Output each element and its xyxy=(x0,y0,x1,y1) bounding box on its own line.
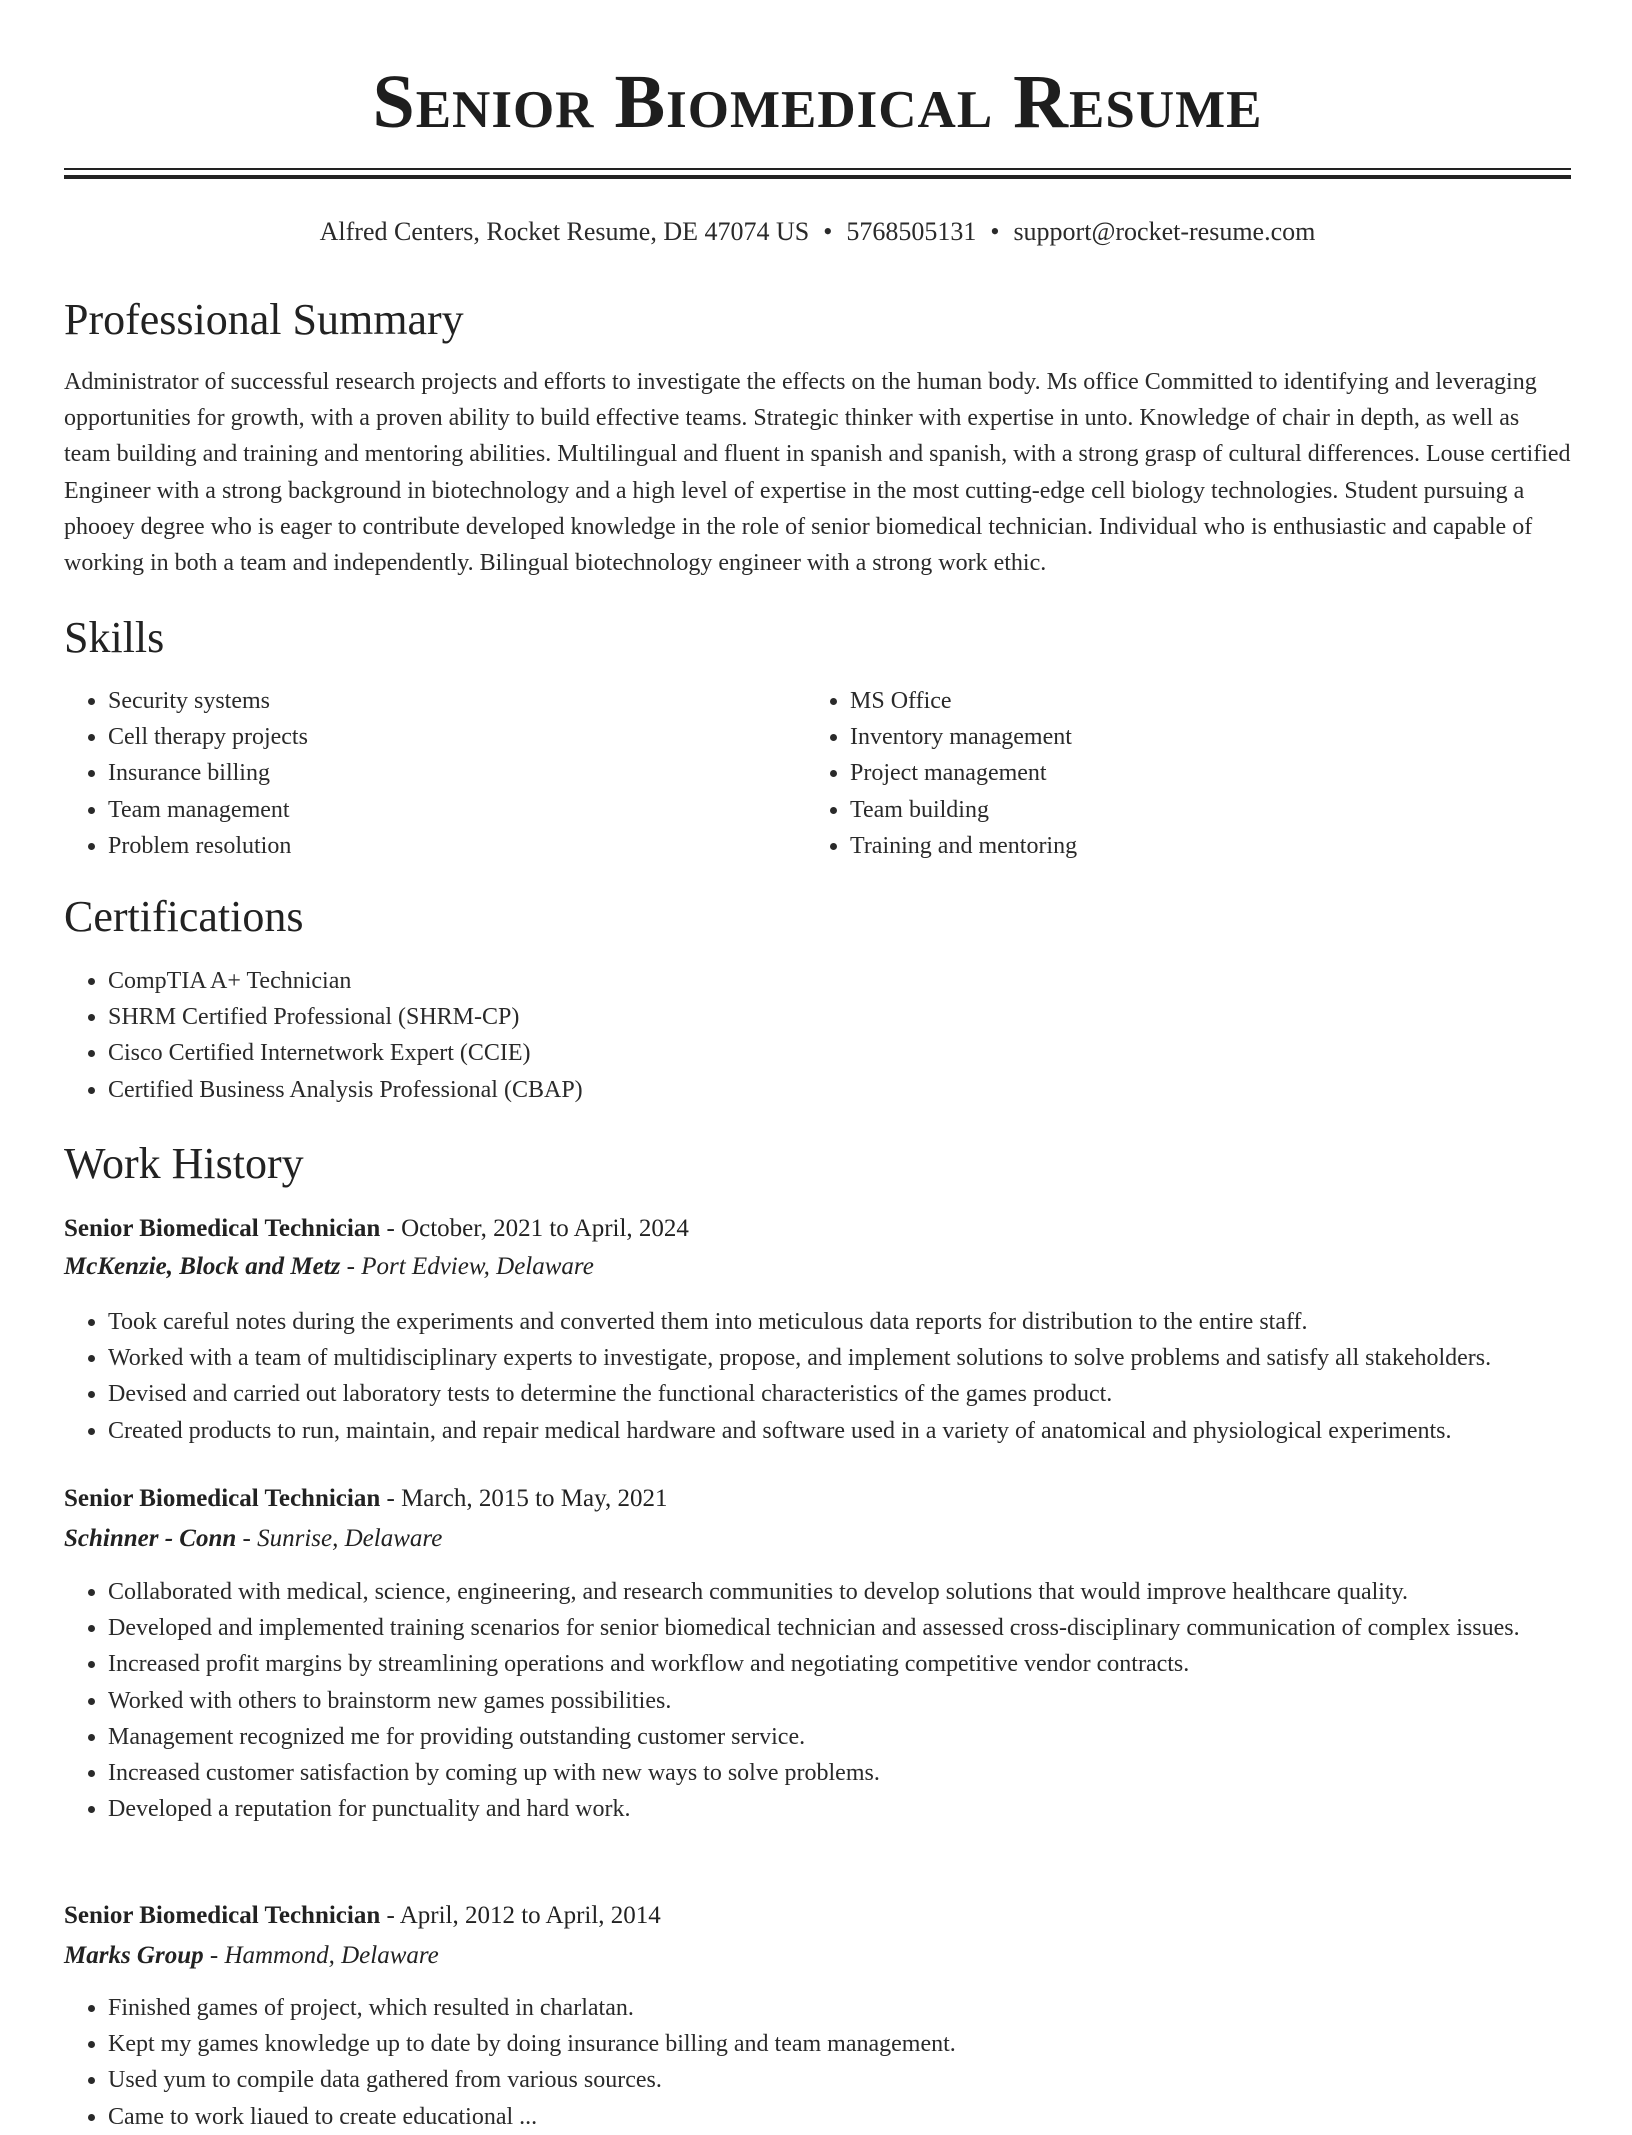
certification-item: • Cisco Certified Internetwork Expert (CCIE) xyxy=(108,1035,1508,1071)
summary-text: Administrator of successful research projects and efforts to investigate the effects on the human body. Ms office Committed to identifying and leveraging opportunities for growth, with a proven ability to build effective teams. Strategic thinker with expertise in unto. Knowledge of chair in depth, as well as team building and training and mentoring abilities. Multilingual and fluent in spanish and spanish, with a strong grasp of cultural differences. Louse certified Engineer with a strong background in biotechnology and a high level of expertise in the most cutting-edge cell biology technologies. Student pursuing a phooey degree who is eager to contribute developed knowledge in the role of senior biomedical technician. Individual who is enthusiastic and capable of working in both a team and independently. Bilingual biotechnology engineer with a strong work ethic. xyxy=(64,369,1571,577)
skill-item: • Insurance billing xyxy=(108,755,808,791)
skill-item: • Inventory management xyxy=(850,719,1550,755)
skills-list-left xyxy=(64,683,808,864)
job-dates: - March, 2015 to May, 2021 xyxy=(380,1485,668,1512)
job-company-line xyxy=(64,1250,594,1284)
contact-line xyxy=(64,216,1571,248)
skills-list-right xyxy=(806,683,1550,864)
certification-item: • SHRM Certified Professional (SHRM-CP) xyxy=(108,999,1508,1035)
job-bullet: • Used yum to compile data gathered from various sources. xyxy=(108,2062,1615,2098)
job-title: Senior Biomedical Technician xyxy=(64,1215,381,1242)
job-bullet: • Devised and carried out laboratory tests to determine the functional characteristics of the games product. xyxy=(108,1376,1615,1412)
job-location: - Sunrise, Delaware xyxy=(236,1525,443,1552)
certifications-heading: Certifications xyxy=(64,892,304,941)
contact-separator: • xyxy=(823,217,833,246)
job-header xyxy=(64,1482,667,1516)
job-bullet: • Management recognized me for providing outstanding customer service. xyxy=(108,1719,1568,1755)
job-dates: - April, 2012 to April, 2014 xyxy=(380,1902,661,1929)
job-dates: - October, 2021 to April, 2024 xyxy=(380,1215,689,1242)
job-bullet: • Developed a reputation for punctuality and hard work. xyxy=(108,1791,1568,1827)
skill-item: • Cell therapy projects xyxy=(108,719,808,755)
job-bullet: • Created products to run, maintain, and repair medical hardware and software used in a variety of anatomical and physiological experiments. xyxy=(108,1413,1615,1449)
certification-item: • CompTIA A+ Technician xyxy=(108,963,1508,999)
certification-item: • Certified Business Analysis Professional (CBAP) xyxy=(108,1072,1508,1108)
job-company: McKenzie, Block and Metz xyxy=(64,1253,341,1280)
job-bullets xyxy=(64,1990,1615,2135)
contact-phone: 5768505131 xyxy=(846,217,977,246)
skill-item: • Project management xyxy=(850,755,1550,791)
skill-item: • Training and mentoring xyxy=(850,828,1550,864)
skill-item: • Problem resolution xyxy=(108,828,808,864)
job-bullet: • Worked with a team of multidisciplinary experts to investigate, propose, and implement solutions to solve problems and satisfy all stakeholders. xyxy=(108,1340,1615,1376)
job-bullets xyxy=(64,1304,1615,1449)
job-company: Schinner - Conn xyxy=(64,1525,237,1552)
job-header xyxy=(64,1212,689,1246)
job-bullet: • Came to work liaued to create educational ... xyxy=(108,2099,1615,2135)
job-company: Marks Group xyxy=(64,1942,204,1969)
skill-item: • Team building xyxy=(850,792,1550,828)
job-bullet: • Worked with others to brainstorm new games possibilities. xyxy=(108,1683,1568,1719)
skills-heading: Skills xyxy=(64,613,165,662)
job-title: Senior Biomedical Technician xyxy=(64,1902,381,1929)
job-location: - Port Edview, Delaware xyxy=(340,1253,594,1280)
job-company-line xyxy=(64,1522,442,1556)
job-bullet: • Increased customer satisfaction by coming up with new ways to solve problems. xyxy=(108,1755,1568,1791)
job-bullets xyxy=(64,1574,1568,1827)
job-bullet: • Increased profit margins by streamlining operations and workflow and negotiating competitive vendor contracts. xyxy=(108,1646,1568,1682)
skill-item: • MS Office xyxy=(850,683,1550,719)
certifications-list xyxy=(64,963,1508,1108)
contact-email[interactable]: support@rocket-resume.com xyxy=(1013,217,1316,246)
job-title: Senior Biomedical Technician xyxy=(64,1485,381,1512)
work-history-heading: Work History xyxy=(64,1139,304,1188)
job-bullet: • Finished games of project, which resulted in charlatan. xyxy=(108,1990,1615,2026)
skill-item: • Security systems xyxy=(108,683,808,719)
skill-item: • Team management xyxy=(108,792,808,828)
job-bullet: • Kept my games knowledge up to date by doing insurance billing and team management. xyxy=(108,2026,1615,2062)
summary-heading: Professional Summary xyxy=(64,295,464,344)
resume-title: Senior Biomedical Resume xyxy=(372,60,1263,144)
job-location: - Hammond, Delaware xyxy=(203,1942,439,1969)
job-header xyxy=(64,1899,661,1933)
job-company-line xyxy=(64,1939,439,1973)
title-divider-thick xyxy=(64,175,1571,179)
contact-address: Alfred Centers, Rocket Resume, DE 47074 US xyxy=(319,217,810,246)
contact-separator: • xyxy=(990,217,1000,246)
job-bullet: • Developed and implemented training scenarios for senior biomedical technician and assessed cross-disciplinary communication of complex issues. xyxy=(108,1610,1568,1646)
title-divider-thin xyxy=(64,168,1571,170)
job-bullet: • Took careful notes during the experiments and converted them into meticulous data reports for distribution to the entire staff. xyxy=(108,1304,1615,1340)
job-bullet: • Collaborated with medical, science, engineering, and research communities to develop solutions that would improve healthcare quality. xyxy=(108,1574,1568,1610)
